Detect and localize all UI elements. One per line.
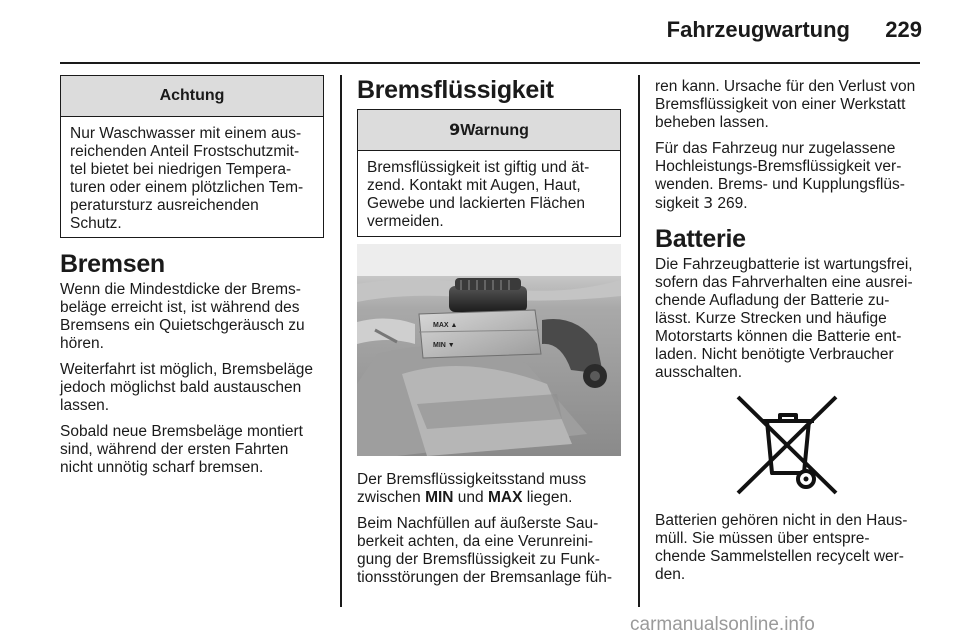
text-line: Wenn die Mindestdicke der Brems- xyxy=(60,281,301,298)
text-line: Weiterfahrt ist möglich, Bremsbeläge xyxy=(60,361,313,378)
text-line: Bremsens ein Quietschgeräusch zu xyxy=(60,317,305,334)
left-column-text xyxy=(60,250,332,485)
text-line: Motorstarts können die Batterie ent- xyxy=(655,328,902,345)
text-line: tionsstörungen der Bremsanlage füh- xyxy=(357,569,613,586)
text-line: Beim Nachfüllen auf äußerste Sau- xyxy=(357,515,599,532)
text-line: Batterien gehören nicht in den Haus- xyxy=(655,512,908,529)
attention-line: Nur Waschwasser mit einem aus- xyxy=(70,125,302,142)
crossed-out-bin-icon xyxy=(734,393,840,497)
text-span: liegen. xyxy=(522,489,573,506)
warning-box xyxy=(357,109,621,237)
paragraph xyxy=(655,512,930,584)
text-line: laden. Nicht benötigte Verbraucher xyxy=(655,346,894,363)
attention-line: peratursturz ausreichenden xyxy=(70,197,259,214)
text-line: berkeit achten, da eine Verunreini- xyxy=(357,533,594,550)
paragraph xyxy=(60,423,332,477)
warning-box-heading xyxy=(358,110,620,151)
text-span: zwischen xyxy=(357,489,426,506)
text-line: sind, während der ersten Fahrten xyxy=(60,441,289,458)
text-line: Hochleistungs-Bremsflüssigkeit ver- xyxy=(655,158,902,175)
text-line: chende Aufladung der Batterie zu- xyxy=(655,292,890,309)
paragraph xyxy=(60,361,332,415)
page-number: 229 xyxy=(885,17,922,42)
text-line: lässt. Kurze Strecken und häufige xyxy=(655,310,887,327)
text-line: wenden. Brems- und Kupplungsflüs- xyxy=(655,176,905,193)
warning-line: zend. Kontakt mit Augen, Haut, xyxy=(367,177,581,194)
text-line: müll. Sie müssen über entspre- xyxy=(655,530,870,547)
column-divider-left xyxy=(340,75,342,607)
paragraph xyxy=(655,140,930,213)
max-label: MAX xyxy=(487,489,523,506)
page-reference-arrow-icon: 3 xyxy=(703,194,714,212)
paragraph xyxy=(60,281,332,353)
text-line: beheben lassen. xyxy=(655,114,769,131)
warning-line: vermeiden. xyxy=(367,213,444,230)
text-line xyxy=(357,489,635,507)
section-title-batterie: Batterie xyxy=(655,225,746,253)
brake-fluid-reservoir-photo xyxy=(357,244,621,456)
text-line: hören. xyxy=(60,335,104,352)
paragraph xyxy=(357,515,635,587)
text-line: Der Bremsflüssigkeitsstand muss xyxy=(357,471,587,488)
attention-box-body xyxy=(61,117,323,241)
attention-line: reichenden Anteil Frostschutzmit- xyxy=(70,143,300,160)
disposal-text xyxy=(655,512,930,592)
warning-line: Bremsflüssigkeit ist giftig und ät- xyxy=(367,159,590,176)
paragraph xyxy=(357,471,635,507)
text-line: gung der Bremsflüssigkeit zu Funk- xyxy=(357,551,600,568)
text-span: sigkeit xyxy=(655,195,704,212)
reservoir-illustration xyxy=(357,244,621,456)
text-line: nicht unnötig scharf bremsen. xyxy=(60,459,264,476)
text-line: lassen. xyxy=(60,397,110,414)
attention-line: Schutz. xyxy=(70,215,122,232)
watermark-text: carmanualsonline.info xyxy=(630,614,815,635)
middle-column-text xyxy=(357,471,635,595)
section-title-bremsfluessigkeit: Bremsflüssigkeit xyxy=(357,76,554,104)
attention-line: tel bietet bei niedrigen Tempera- xyxy=(70,161,292,178)
column-divider-right xyxy=(638,75,640,607)
paragraph xyxy=(655,256,930,382)
page-reference: 269. xyxy=(713,195,748,212)
section-title-bremsen: Bremsen xyxy=(60,250,165,278)
attention-box xyxy=(60,75,324,238)
text-line: ren kann. Ursache für den Verlust von xyxy=(655,78,916,95)
page-header-title: Fahrzeugwartung xyxy=(666,17,850,42)
warning-box-body xyxy=(358,151,620,239)
paragraph xyxy=(655,78,930,132)
text-line: Sobald neue Bremsbeläge montiert xyxy=(60,423,303,440)
text-span: und xyxy=(453,489,488,506)
text-line: chende Sammelstellen recycelt wer- xyxy=(655,548,904,565)
warning-triangle-icon: 9 xyxy=(449,120,461,139)
text-line: jedoch möglichst bald austauschen xyxy=(60,379,302,396)
min-marking: MIN ▼ xyxy=(433,342,455,349)
text-line: ausschalten. xyxy=(655,364,743,381)
text-line: Die Fahrzeugbatterie ist wartungsfrei, xyxy=(655,256,913,273)
attention-line: turen oder einem plötzlichen Tem- xyxy=(70,179,304,196)
warning-heading-text: Warnung xyxy=(460,122,529,139)
min-label: MIN xyxy=(425,489,454,506)
attention-box-heading: Achtung xyxy=(61,76,323,117)
right-column-text xyxy=(655,78,930,390)
text-line xyxy=(655,194,930,213)
warning-line: Gewebe und lackierten Flächen xyxy=(367,195,585,212)
text-line: sofern das Fahrverhalten eine ausrei- xyxy=(655,274,913,291)
text-line: Bremsflüssigkeit von einer Werkstatt xyxy=(655,96,906,113)
max-marking: MAX ▲ xyxy=(433,322,458,329)
text-line: Für das Fahrzeug nur zugelassene xyxy=(655,140,896,157)
text-line: den. xyxy=(655,566,686,583)
header-divider xyxy=(60,62,920,64)
text-line: beläge erreicht ist, ist während des xyxy=(60,299,300,316)
